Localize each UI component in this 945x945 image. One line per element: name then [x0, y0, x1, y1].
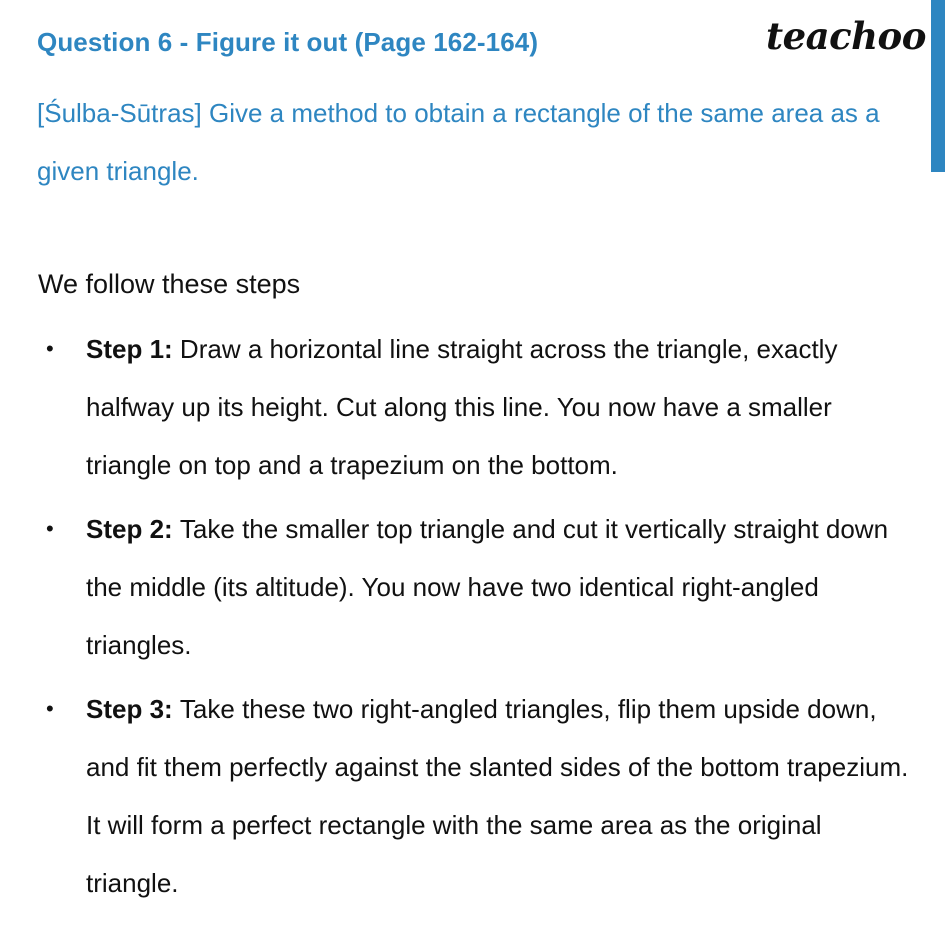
bullet-icon: •: [46, 336, 54, 361]
bullet-icon: •: [46, 516, 54, 541]
bullet-icon: •: [46, 696, 54, 721]
step-label: Step 1:: [86, 334, 180, 364]
step-item-1: [0, 320, 945, 494]
steps-list: [0, 320, 945, 918]
step-label: Step 3:: [86, 694, 180, 724]
step-label: Step 2:: [86, 514, 180, 544]
step-text: Take these two right-angled triangles, flip them upside down, and fit them perfectly against the slanted sides of the bottom trapezium. It will form a perfect rectangle with the same area as the original triangle.: [86, 694, 909, 898]
teachoo-logo: teachoo: [766, 14, 926, 58]
step-item-3: [0, 680, 945, 912]
step-item-2: [0, 500, 945, 674]
scrollbar-thumb[interactable]: [931, 0, 945, 172]
step-text: Take the smaller top triangle and cut it vertically straight down the middle (its altitude). You now have two identical right-angled triangles.: [86, 514, 889, 660]
question-text: [Śulba-Sūtras] Give a method to obtain a rectangle of the same area as a given triangle.: [37, 98, 880, 186]
answer-intro: We follow these steps: [38, 269, 301, 299]
question-title: Question 6 - Figure it out (Page 162-164): [37, 27, 539, 57]
step-text: Draw a horizontal line straight across the triangle, exactly halfway up its height. Cut along this line. You now have a smaller triangle on top and a trapezium on the bottom.: [86, 334, 838, 480]
